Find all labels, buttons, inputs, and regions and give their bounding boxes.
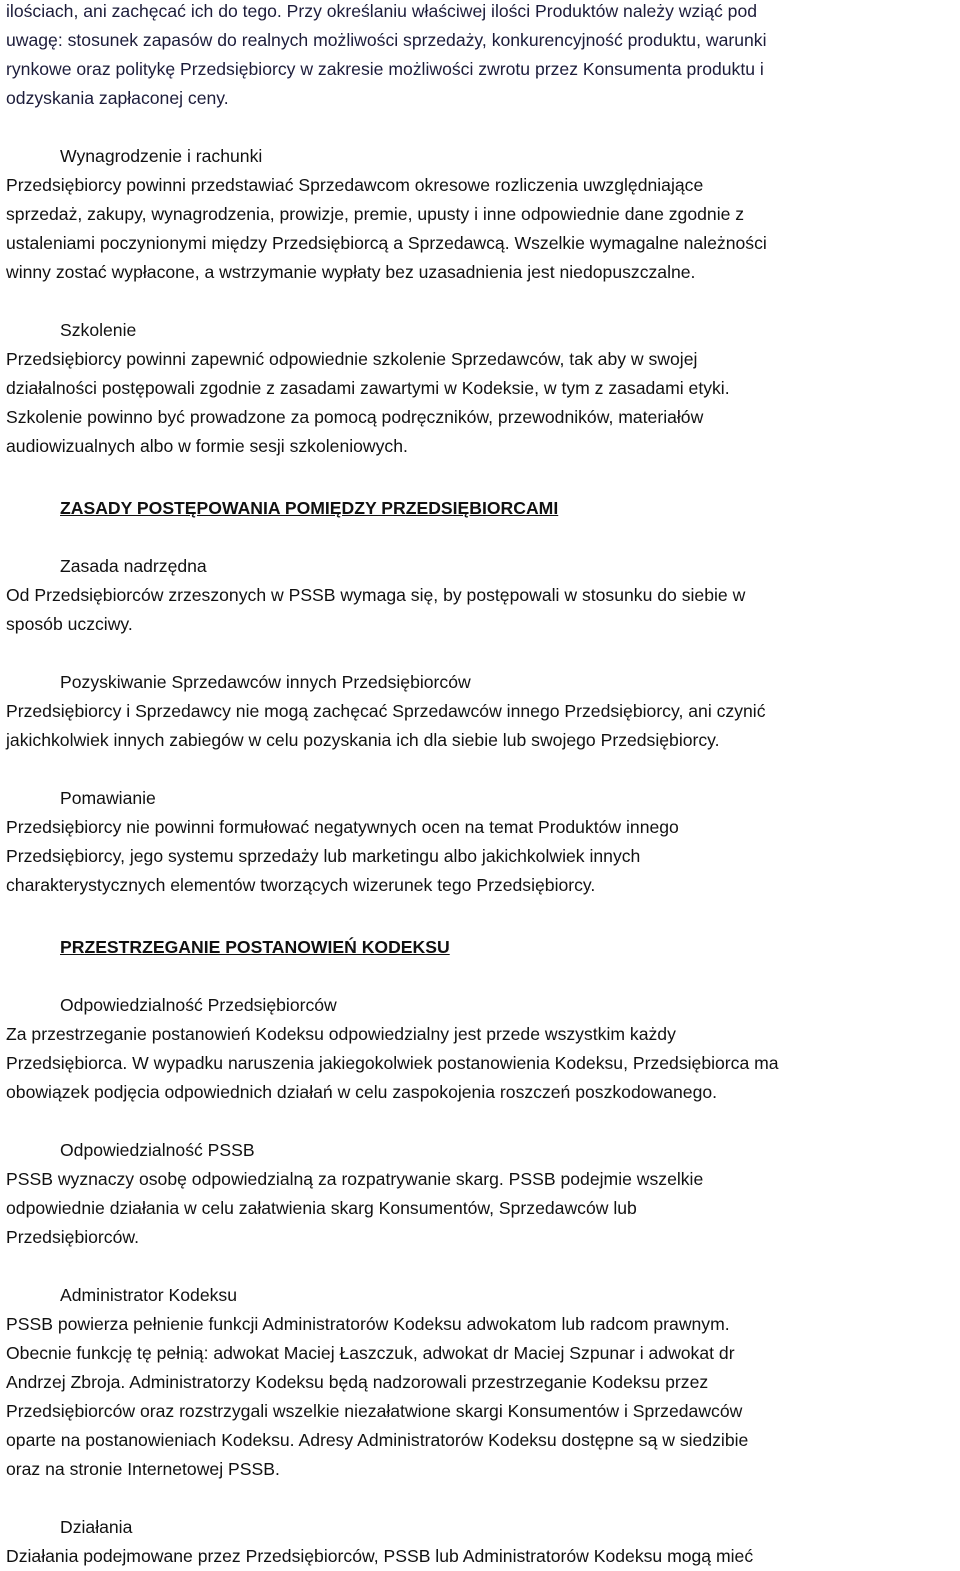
text-line: Przedsiębiorca. W wypadku naruszenia jakiegokolwiek postanowienia Kodeksu, Przedsiębiorca ma <box>6 1053 779 1073</box>
text-line: Od Przedsiębiorców zrzeszonych w PSSB wymaga się, by postępowali w stosunku do siebie w <box>6 585 746 605</box>
text-line: charakterystycznych elementów tworzących wizerunek tego Przedsiębiorcy. <box>6 875 596 895</box>
section-dzialania <box>6 1513 960 1571</box>
text-line: Szkolenie powinno być prowadzone za pomocą podręczników, przewodników, materiałów <box>6 407 704 427</box>
text-line: PSSB wyznaczy osobę odpowiedzialną za rozpatrywanie skarg. PSSB podejmie wszelkie <box>6 1169 704 1189</box>
text-line: sprzedaż, zakupy, wynagrodzenia, prowizje, premie, upusty i inne odpowiednie dane zgodnie z <box>6 204 745 224</box>
text-line: Andrzej Zbroja. Administratorzy Kodeksu będą nadzorowali przestrzeganie Kodeksu przez <box>6 1372 709 1392</box>
text-line: oparte na postanowieniach Kodeksu. Adresy Administratorów Kodeksu dostępne są w siedzibie <box>6 1430 749 1450</box>
major-heading-przestrzeganie: PRZESTRZEGANIE POSTANOWIEŃ KODEKSU <box>60 937 450 957</box>
text-line: Obecnie funkcję tę pełnią: adwokat Maciej Łaszczuk, adwokat dr Maciej Szpunar i adwokat dr <box>6 1343 735 1363</box>
major-heading-zasady: ZASADY POSTĘPOWANIA POMIĘDZY PRZEDSIĘBIORCAMI <box>60 498 559 518</box>
section-szkolenie <box>6 316 960 461</box>
text-line: Przedsiębiorców. <box>6 1227 139 1247</box>
text-line: ustaleniami poczynionymi między Przedsiębiorcą a Sprzedawcą. Wszelkie wymagalne należności <box>6 233 767 253</box>
text-line: ilościach, ani zachęcać ich do tego. Przy określaniu właściwej ilości Produktów należy wziąć pod <box>6 1 758 21</box>
text-line: obowiązek podjęcia odpowiednich działań w celu zaspokojenia roszczeń poszkodowanego. <box>6 1082 718 1102</box>
text-line: Przedsiębiorcy powinni przedstawiać Sprzedawcom okresowe rozliczenia uwzględniające <box>6 175 704 195</box>
section-administrator <box>6 1281 960 1484</box>
section-heading: Wynagrodzenie i rachunki <box>60 146 263 166</box>
text-line: Przedsiębiorcy, jego systemu sprzedaży lub marketingu albo jakichkolwiek innych <box>6 846 641 866</box>
section-odpowiedzialnosc-przedsiebiorcow <box>6 991 960 1107</box>
intro-paragraph <box>6 0 960 113</box>
text-line: oraz na stronie Internetowej PSSB. <box>6 1459 280 1479</box>
text-line: PSSB powierza pełnienie funkcji Administratorów Kodeksu adwokatom lub radcom prawnym. <box>6 1314 730 1334</box>
section-pomawianie <box>6 784 960 900</box>
text-line: odpowiednie działania w celu załatwienia skarg Konsumentów, Sprzedawców lub <box>6 1198 637 1218</box>
section-heading: Zasada nadrzędna <box>60 556 207 576</box>
section-heading: Odpowiedzialność PSSB <box>60 1140 255 1160</box>
section-heading: Pozyskiwanie Sprzedawców innych Przedsiębiorców <box>60 672 471 692</box>
text-line: odzyskania zapłaconej ceny. <box>6 88 229 108</box>
text-line: Przedsiębiorcy nie powinni formułować negatywnych ocen na temat Produktów innego <box>6 817 679 837</box>
section-heading: Działania <box>60 1517 133 1537</box>
section-odpowiedzialnosc-pssb <box>6 1136 960 1252</box>
section-heading: Odpowiedzialność Przedsiębiorców <box>60 995 337 1015</box>
section-pozyskiwanie <box>6 668 960 755</box>
text-line: winny zostać wypłacone, a wstrzymanie wypłaty bez uzasadnienia jest niedopuszczalne. <box>6 262 696 282</box>
text-line: Przedsiębiorców oraz rozstrzygali wszelkie niezałatwione skargi Konsumentów i Sprzedawców <box>6 1401 743 1421</box>
text-line: działalności postępowali zgodnie z zasadami zawartymi w Kodeksie, w tym z zasadami etyki. <box>6 378 730 398</box>
section-heading: Administrator Kodeksu <box>60 1285 237 1305</box>
section-heading: Szkolenie <box>60 320 137 340</box>
text-line: jakichkolwiek innych zabiegów w celu pozyskania ich dla siebie lub swojego Przedsiębiorcy. <box>6 730 720 750</box>
text-line: Przedsiębiorcy i Sprzedawcy nie mogą zachęcać Sprzedawców innego Przedsiębiorcy, ani czynić <box>6 701 766 721</box>
section-zasada-nadrzedna <box>6 552 960 639</box>
text-line: Przedsiębiorcy powinni zapewnić odpowiednie szkolenie Sprzedawców, tak aby w swojej <box>6 349 698 369</box>
section-wynagrodzenie <box>6 142 960 287</box>
text-line: Działania podejmowane przez Przedsiębiorców, PSSB lub Administratorów Kodeksu mogą mieć <box>6 1546 754 1566</box>
text-line: rynkowe oraz politykę Przedsiębiorcy w zakresie możliwości zwrotu przez Konsumenta produktu i <box>6 59 764 79</box>
text-line: uwagę: stosunek zapasów do realnych możliwości sprzedaży, konkurencyjność produktu, warunki <box>6 30 767 50</box>
text-line: audiowizualnych albo w formie sesji szkoleniowych. <box>6 436 408 456</box>
text-line: Za przestrzeganie postanowień Kodeksu odpowiedzialny jest przede wszystkim każdy <box>6 1024 676 1044</box>
section-heading: Pomawianie <box>60 788 156 808</box>
text-line: sposób uczciwy. <box>6 614 133 634</box>
